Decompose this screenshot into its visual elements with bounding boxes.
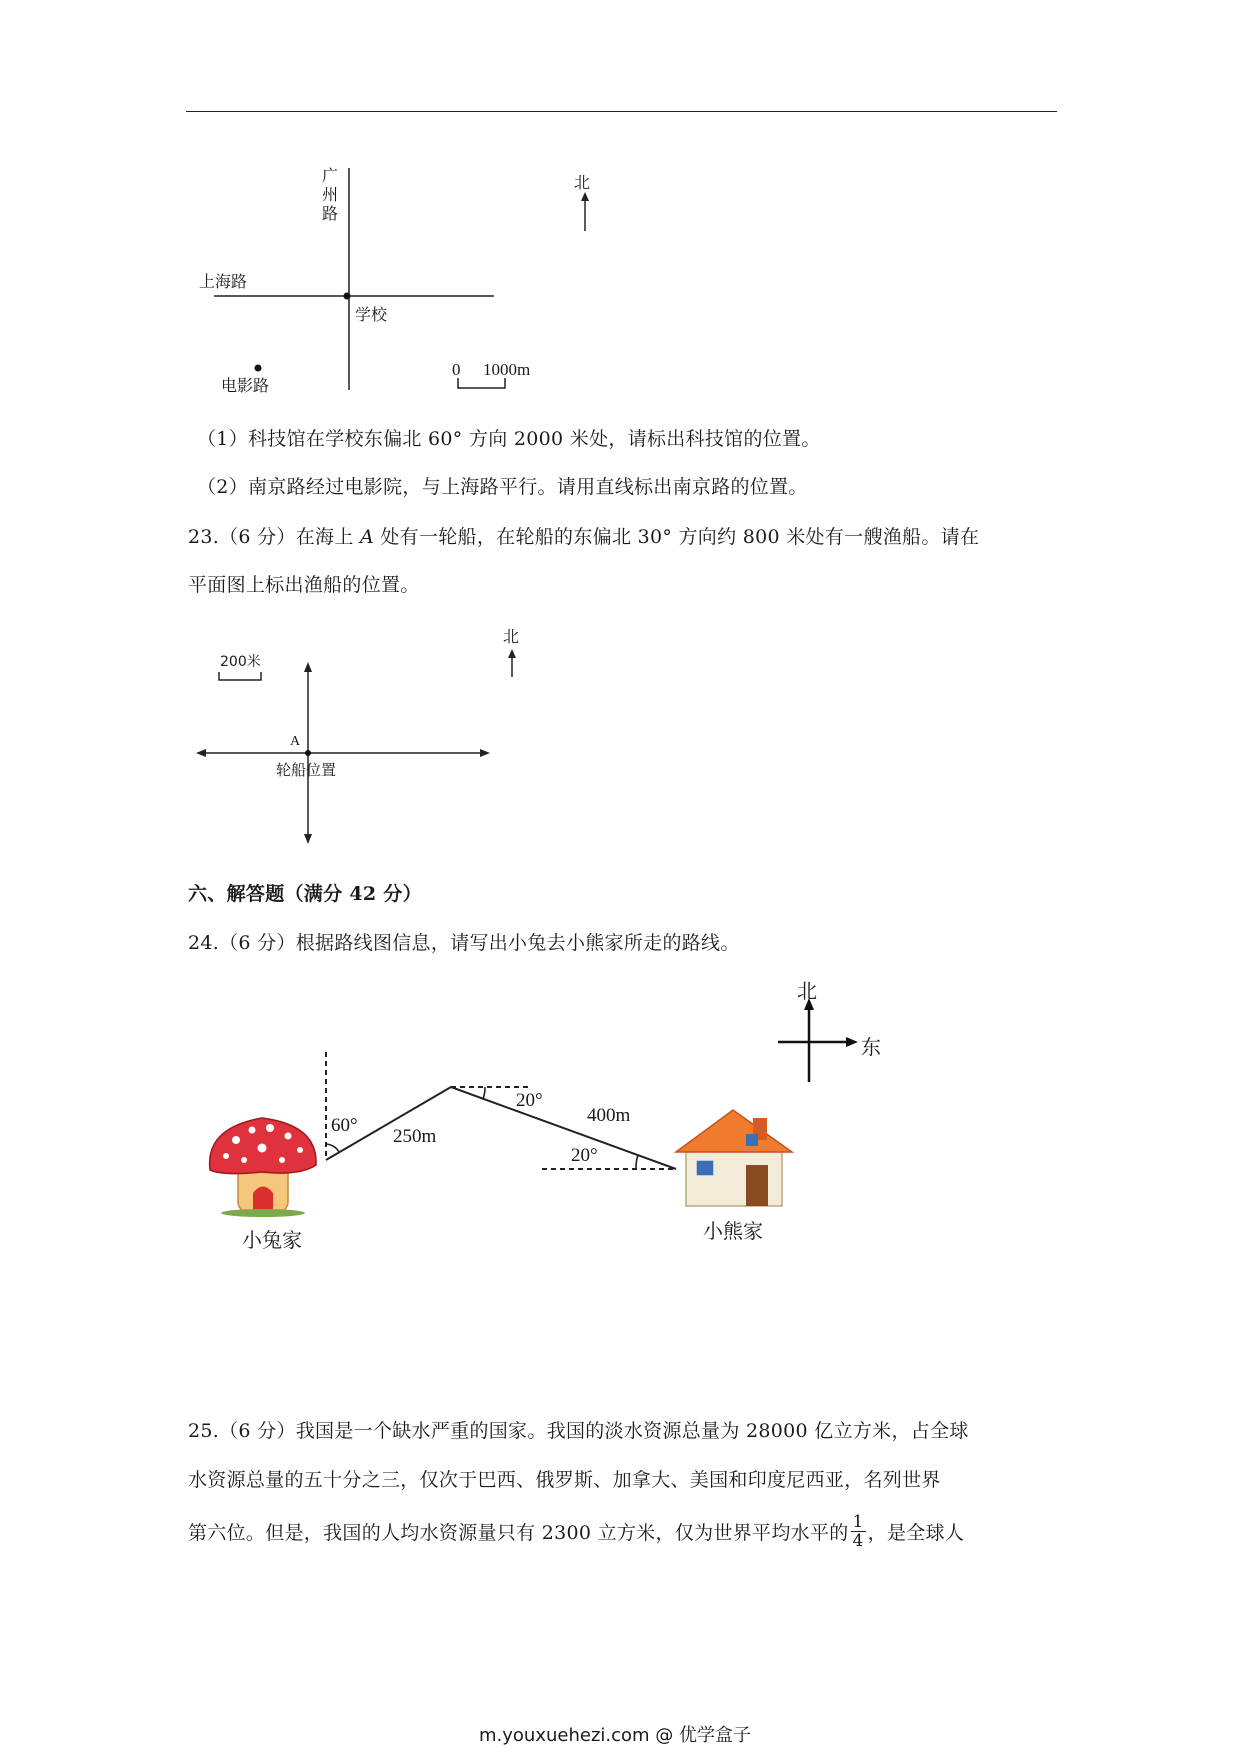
q22-part-1: （1）科技馆在学校东偏北 60° 方向 2000 米处，请标出科技馆的位置。 — [197, 428, 821, 450]
scale-distance-label: 1000m — [483, 360, 531, 379]
angle-arc-20-top — [483, 1087, 485, 1099]
q23-line-1: 23.（6 分）在海上 A 处有一轮船，在轮船的东偏北 30° 方向约 800 米处有一艘渔船。请在 — [188, 526, 980, 548]
compass-east-label: 东 — [861, 1035, 881, 1059]
q24-text: 24.（6 分）根据路线图信息，请写出小兔去小熊家所走的路线。 — [188, 932, 740, 954]
scale-zero-label: 0 — [452, 360, 461, 379]
q22-part-2: （2）南京路经过电影院，与上海路平行。请用直线标出南京路的位置。 — [197, 476, 808, 498]
angle-start-label: 60° — [331, 1115, 358, 1136]
q25-line-1: 25.（6 分）我国是一个缺水严重的国家。我国的淡水资源总量为 28000 亿立方米，占全球 — [188, 1420, 969, 1442]
q25-line-3: 第六位。但是，我国的人均水资源量只有 2300 立方米，仅为世界平均水平的 $\frac{1}{4}$ ，是全球人 — [188, 1511, 965, 1551]
footer-watermark: m.youxuehezi.com @ 优学盒子 — [479, 1725, 752, 1746]
angle-top-label: 20° — [516, 1090, 543, 1111]
road-shanghai-label: 上海路 — [199, 272, 248, 291]
road-guangzhou-label: 广州路 — [321, 166, 338, 223]
compass-east-arrow — [846, 1037, 858, 1047]
school-label: 学校 — [355, 305, 388, 324]
map1-north-label: 北 — [574, 173, 591, 192]
map2-north-label: 北 — [503, 627, 520, 646]
rabbit-home-icon — [210, 1118, 316, 1217]
q23-line-2: 平面图上标出渔船的位置。 — [188, 574, 420, 596]
bear-home-label: 小熊家 — [703, 1219, 763, 1243]
rabbit-home-label: 小兔家 — [242, 1228, 302, 1252]
ship-position-label: 轮船位置 — [276, 761, 337, 779]
angle-arc-20-end — [636, 1155, 638, 1169]
point-a-label: A — [290, 734, 301, 749]
angle-end-label: 20° — [571, 1145, 598, 1166]
distance-250-label: 250m — [393, 1126, 437, 1147]
compass-north-label: 北 — [797, 979, 817, 1003]
distance-400-label: 400m — [587, 1105, 631, 1126]
q25-line-2: 水资源总量的五十分之三，仅次于巴西、俄罗斯、加拿大、美国和印度尼西亚，名列世界 — [188, 1469, 941, 1491]
fraction-one-quarter: $\frac{1}{4}$ — [852, 1511, 864, 1551]
route-path — [326, 1087, 676, 1169]
section-6-title: 六、解答题（满分 42 分） — [188, 883, 422, 905]
scale-200-label: 200米 — [220, 654, 261, 670]
bear-home-icon — [676, 1110, 792, 1206]
q23-point: A — [359, 526, 375, 548]
angle-arc-60 — [326, 1144, 339, 1152]
cinema-label: 电影路 — [221, 376, 270, 395]
